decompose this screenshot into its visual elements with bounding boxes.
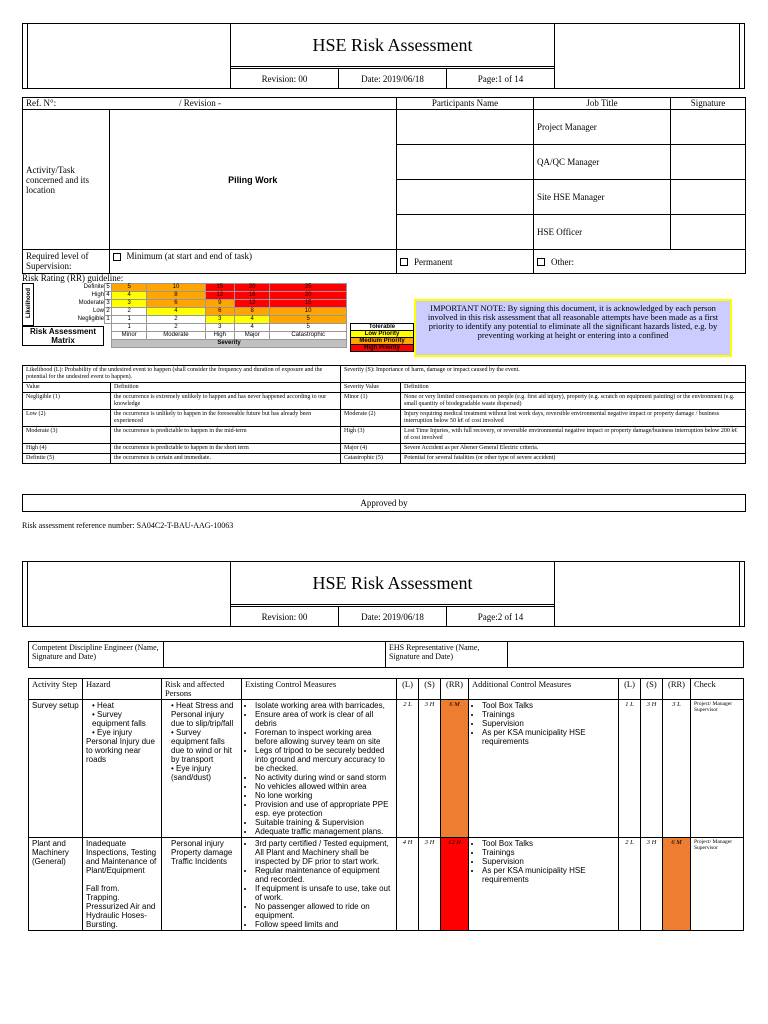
- activity-step: Plant and Machinery (General): [29, 838, 83, 931]
- definition-sv: Major (4): [341, 444, 401, 454]
- definition-lv: Low (2): [23, 410, 111, 427]
- matrix-cell: 5: [270, 316, 347, 324]
- matrix-cell: 9: [205, 300, 234, 308]
- definition-ld: the occurrence is predictable to happen in the mid-term: [111, 427, 341, 444]
- definition-lv: Value: [23, 383, 111, 393]
- matrix-cell: 25: [270, 284, 347, 292]
- severity: 3 H: [419, 838, 441, 931]
- column-header: Additional Control Measures: [469, 679, 619, 700]
- page2-date: Date: 2019/06/18: [338, 606, 446, 626]
- matrix-row: [34, 300, 347, 308]
- definition-lv: Definite (5): [23, 454, 111, 464]
- ehs-label: EHS Representative (Name, Signature and Date): [386, 642, 508, 668]
- supervision-label: Required level of Supervision:: [23, 250, 110, 274]
- signature-cell[interactable]: [671, 110, 746, 145]
- column-header: (S): [419, 679, 441, 700]
- column-header: Hazard: [83, 679, 162, 700]
- definition-sv: Catastrophic (5): [341, 454, 401, 464]
- important-note: IMPORTANT NOTE: By signing this document, it is acknowledged by each person involved in this risk assessment that all reasonable attempts have been made as a first priority to identify any potential to eliminate all the significant hazards listed, e.g. by preventing working at height or entering into a confined: [414, 299, 732, 357]
- column-header: Risk and affected Persons: [162, 679, 242, 700]
- matrix-cell: 4: [235, 316, 270, 324]
- column-header: (RR): [663, 679, 691, 700]
- existing-controls: • Isolate working area with barricades, • Ensure area of work is clear of all debris • Foreman to inspect working area before allowing survey team on site • Legs of tripod to be securely bedded into ground and mercury accuracy to be checked. • No activity during wind or sand storm • No vehicles allowed within area • No lone working • Provision and use of appropriate PPE esp. eye protection • Suitable training & Supervision • Adequate traffic management plans.: [242, 700, 397, 838]
- matrix-severity-label: Catastrophic: [270, 332, 347, 340]
- matrix-row: [34, 308, 347, 316]
- matrix-cell: 16: [235, 292, 270, 300]
- job-title-cell: QA/QC Manager: [534, 145, 671, 180]
- severity-definition-header: Severity (S): Importance of harm, damage or impact caused by the event.: [341, 366, 746, 383]
- activity-label: Activity/Task concerned and its location: [23, 110, 110, 250]
- page1-title: HSE Risk Assessment: [231, 24, 554, 67]
- residual-severity: 3 H: [641, 838, 663, 931]
- matrix-severity-number: 3: [205, 324, 234, 332]
- priority-low: Low Priority: [350, 331, 414, 338]
- checkbox-icon[interactable]: [537, 258, 545, 266]
- matrix-cell: 8: [147, 292, 205, 300]
- matrix-cell: 10: [147, 284, 205, 292]
- definition-sv: Minor (1): [341, 393, 401, 410]
- definition-ld: Definition: [111, 383, 341, 393]
- supervision-option-other[interactable]: Other:: [534, 250, 746, 274]
- header-right-box: [554, 24, 744, 88]
- header-right-box: [554, 562, 744, 626]
- check: Project/ Manager Supervisor: [691, 838, 744, 931]
- risk-rating: 12 H: [441, 838, 469, 931]
- priority-tolerable: Tolerable: [350, 323, 414, 331]
- signature-cell[interactable]: [671, 180, 746, 215]
- definition-sv: Severity Value: [341, 383, 401, 393]
- participants-table: [22, 97, 746, 274]
- matrix-row: [34, 284, 347, 292]
- residual-severity: 3 H: [641, 700, 663, 838]
- definitions-table: [22, 365, 746, 464]
- column-header: (L): [397, 679, 419, 700]
- definition-lv: High (4): [23, 444, 111, 454]
- risk-assessment-table: [28, 678, 744, 931]
- matrix-cell: 1: [112, 316, 147, 324]
- definition-lv: Negligible (1): [23, 393, 111, 410]
- check: Project/ Manager Supervisor: [691, 700, 744, 838]
- supervision-option-minimum[interactable]: Minimum (at start and end of task): [109, 250, 397, 274]
- definition-sd: None or very limited consequences on people (e.g. first aid injury), property (e.g. scratch on equipment painting) or the environment (e.g. small quantity of biodegradable waste dispersed): [401, 393, 746, 410]
- engineer-signature-cell[interactable]: [164, 642, 386, 668]
- participant-name-cell[interactable]: [397, 180, 534, 215]
- signature-cell[interactable]: [671, 145, 746, 180]
- definition-ld: the occurrence is extremely unlikely to happen and has never happened according to our knowledge: [111, 393, 341, 410]
- risk-row: [29, 700, 744, 838]
- matrix-cell: 2: [112, 308, 147, 316]
- residual-risk-rating: 3 L: [663, 700, 691, 838]
- matrix-title: Risk Assessment Matrix: [22, 326, 104, 346]
- definition-row: [23, 410, 746, 427]
- ref-label: Ref. N°:: [23, 98, 110, 110]
- page2-revision: Revision: 00: [231, 606, 338, 626]
- definition-sd: Potential for several fatalities (or other type of severe accident): [401, 454, 746, 464]
- definition-row: [23, 427, 746, 444]
- risks: • Heat Stress and Personal injury due to slip/trip/fall • Survey equipment falls due to wind or hit by transport • Eye injury (sand/dust): [162, 700, 242, 838]
- definition-sd: Severe Accident as per Abener General Electric criteria.: [401, 444, 746, 454]
- matrix-severity-label: Minor: [112, 332, 147, 340]
- matrix-cell: 12: [205, 292, 234, 300]
- matrix-row: [34, 316, 347, 324]
- matrix-row-label: High: [91, 291, 104, 298]
- signoff-table: [28, 641, 744, 668]
- engineer-label: Competent Discipline Engineer (Name, Signature and Date): [29, 642, 164, 668]
- matrix-severity-number: 5: [270, 324, 347, 332]
- matrix-row-number: 3: [106, 300, 110, 306]
- residual-likelihood: 1 L: [619, 700, 641, 838]
- reference-number: Risk assessment reference number: SA04C2-T-BAU-AAG-10063: [22, 521, 234, 530]
- matrix-severity-label: Moderate: [147, 332, 205, 340]
- matrix-cell: 15: [270, 300, 347, 308]
- definition-sv: High (3): [341, 427, 401, 444]
- rr-guideline-label: Risk Rating (RR) guideline:: [22, 273, 124, 283]
- matrix-cell: 6: [205, 308, 234, 316]
- job-title-cell: Site HSE Manager: [534, 180, 671, 215]
- checkbox-icon[interactable]: [113, 253, 121, 261]
- header-logo-box: [23, 562, 231, 626]
- activity-step: Survey setup: [29, 700, 83, 838]
- participant-name-cell[interactable]: [397, 145, 534, 180]
- matrix-row-label: Definite: [83, 283, 104, 290]
- matrix-cell: 10: [270, 308, 347, 316]
- matrix-cell: 5: [112, 284, 147, 292]
- ehs-signature-cell[interactable]: [508, 642, 744, 668]
- participant-name-cell[interactable]: [397, 110, 534, 145]
- hazards: Inadequate Inspections, Testing and Maintenance of Plant/Equipment Fall from. Trapping. Pressurized Air and Hydraulic Hoses-Bursting.: [83, 838, 162, 931]
- definition-ld: the occurrence is certain and immediate.: [111, 454, 341, 464]
- definition-row: [23, 454, 746, 464]
- matrix-cell: 20: [235, 284, 270, 292]
- priority-legend: [350, 323, 414, 352]
- definition-sd: Injury requiring medical treatment without lost work days, reversible environmental negative impact or property damage / business interruption below 50 k€ of cost involved: [401, 410, 746, 427]
- matrix-severity-number: 4: [235, 324, 270, 332]
- matrix-cell: 4: [147, 308, 205, 316]
- matrix-cell: 8: [235, 308, 270, 316]
- matrix-cell: 2: [147, 316, 205, 324]
- definition-row: [23, 444, 746, 454]
- matrix-row-number: 4: [106, 292, 110, 298]
- matrix-row-label: Low: [92, 307, 104, 314]
- approved-by: Approved by: [22, 494, 746, 512]
- definition-sv: Moderate (2): [341, 410, 401, 427]
- column-header: (RR): [441, 679, 469, 700]
- matrix-row: [34, 292, 347, 300]
- definition-row: [23, 383, 746, 393]
- page2-header: [22, 561, 745, 627]
- matrix-cell: 6: [147, 300, 205, 308]
- additional-controls: • Tool Box Talks • Trainings • Supervision • As per KSA municipality HSE requirements: [469, 700, 619, 838]
- residual-risk-rating: 6 M: [663, 838, 691, 931]
- column-header: Check: [691, 679, 744, 700]
- matrix-cell: 15: [205, 284, 234, 292]
- likelihood-definition-header: Likelihood (L): Probability of the undesired event to happen (shall consider the frequency and duration of exposure and the potential for the undesired event to happen).: [23, 366, 341, 383]
- supervision-option-permanent[interactable]: Permanent: [397, 250, 534, 274]
- residual-likelihood: 2 L: [619, 838, 641, 931]
- definition-lv: Moderate (3): [23, 427, 111, 444]
- job-title-header: Job Title: [534, 98, 671, 110]
- definition-sd: Definition: [401, 383, 746, 393]
- header-logo-box: [23, 24, 231, 88]
- signature-header: Signature: [671, 98, 746, 110]
- priority-high: High Priority: [350, 345, 414, 352]
- page2-title: HSE Risk Assessment: [231, 562, 554, 605]
- matrix-severity-label: Major: [235, 332, 270, 340]
- likelihood: 2 L: [397, 700, 419, 838]
- matrix-cell: 4: [112, 292, 147, 300]
- matrix-row-number: 5: [106, 284, 110, 290]
- risk-row: [29, 838, 744, 931]
- severity-axis-label: Severity: [112, 340, 347, 348]
- matrix-row-label: Moderate: [78, 299, 104, 306]
- matrix-row-number: 1: [106, 316, 110, 322]
- matrix-severity-number: 1: [112, 324, 147, 332]
- participants-header: Participants Name: [397, 98, 534, 110]
- hazards: • Heat • Survey equipment falls • Eye injury Personal Injury due to working near roads: [83, 700, 162, 838]
- participant-name-cell[interactable]: [397, 215, 534, 250]
- risks: Personal injury Property damage Traffic Incidents: [162, 838, 242, 931]
- definition-row: [23, 393, 746, 410]
- page1-header: [22, 23, 745, 89]
- matrix-severity-number: 2: [147, 324, 205, 332]
- matrix-cell: 20: [270, 292, 347, 300]
- severity: 3 H: [419, 700, 441, 838]
- priority-medium: Medium Priority: [350, 338, 414, 345]
- matrix-row-label: Negligible: [77, 315, 104, 322]
- additional-controls: • Tool Box Talks • Trainings • Supervision • As per KSA municipality HSE requirements: [469, 838, 619, 931]
- likelihood: 4 H: [397, 838, 419, 931]
- risk-rating: 6 M: [441, 700, 469, 838]
- activity-value: Piling Work: [109, 110, 397, 250]
- matrix-severity-label: High: [205, 332, 234, 340]
- page1-date: Date: 2019/06/18: [338, 68, 446, 88]
- column-header: Existing Control Measures: [242, 679, 397, 700]
- matrix-cell: 3: [205, 316, 234, 324]
- existing-controls: • 3rd party certified / Tested equipment, All Plant and Machinery shall be inspected by DF prior to start work. • Regular maintenance of equipment and recorded. • If equipment is unsafe to use, take out of work. • No passenger allowed to ride on equipment. • Follow speed limits and: [242, 838, 397, 931]
- job-title-cell: HSE Officer: [534, 215, 671, 250]
- definition-sd: Lost Time Injuries, with full recovery, or reversible environmental negative impact or property damage/business interruption below 200 k€ of cost involved: [401, 427, 746, 444]
- revision-label: / Revision -: [109, 98, 397, 110]
- column-header: Activity Step: [29, 679, 83, 700]
- column-header: (L): [619, 679, 641, 700]
- matrix-row-number: 2: [106, 308, 110, 314]
- checkbox-icon[interactable]: [400, 258, 408, 266]
- job-title-cell: Project Manager: [534, 110, 671, 145]
- column-header: (S): [641, 679, 663, 700]
- page1-revision: Revision: 00: [231, 68, 338, 88]
- page1-page-number: Page:1 of 14: [446, 68, 554, 88]
- matrix-cell: 3: [112, 300, 147, 308]
- definition-ld: the occurrence is unlikely to happen in the foreseeable future but has already been experienced: [111, 410, 341, 427]
- page2-page-number: Page:2 of 14: [446, 606, 554, 626]
- signature-cell[interactable]: [671, 215, 746, 250]
- matrix-cell: 12: [235, 300, 270, 308]
- likelihood-axis-label: Likelihood: [26, 288, 32, 318]
- definition-ld: the occurrence is predictable to happen in the short term: [111, 444, 341, 454]
